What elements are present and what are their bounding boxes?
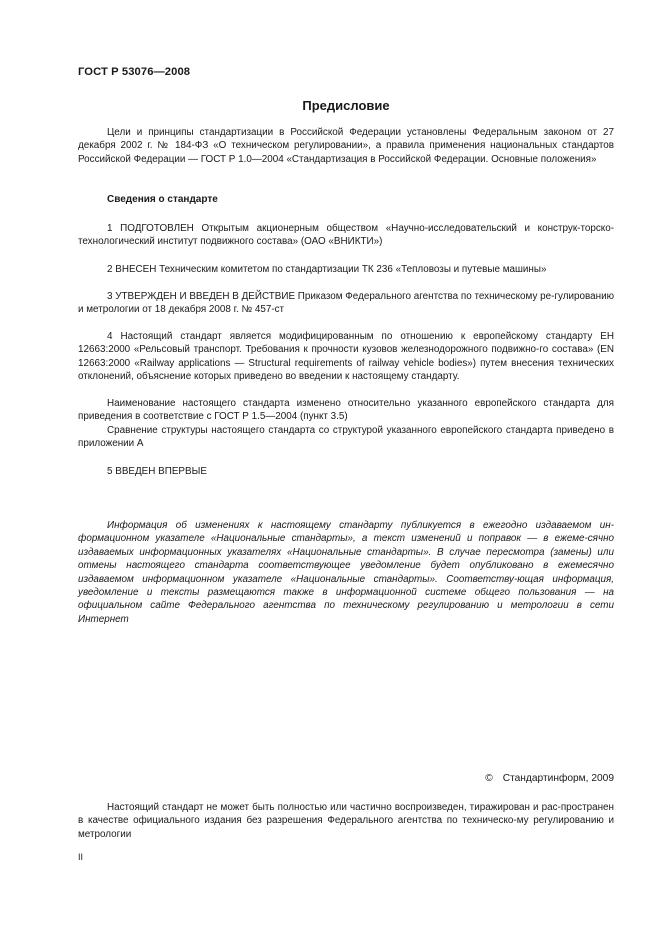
info-heading: Сведения о стандарте: [107, 194, 218, 205]
info-item-4-note-2: Сравнение структуры настоящего стандарта со структурой указанного европейского стандарта приведено в приложении А: [78, 425, 614, 450]
reproduction-notice: Настоящий стандарт не может быть полностью или частично воспроизведен, тиражирован и рас-пространен в качестве официального издания без разрешения Федерального агентства по техническо-му регулированию и метрологии: [78, 802, 614, 840]
standard-header: ГОСТ Р 53076—2008: [78, 66, 191, 78]
preface-title: Предисловие: [302, 98, 390, 113]
info-item-3: 3 УТВЕРЖДЕН И ВВЕДЕН В ДЕЙСТВИЕ Приказом Федерального агентства по техническому ре-гулированию и метрологии от 18 декабря 2008 г. № 457-ст: [78, 291, 614, 316]
copyright-text: Стандартинформ, 2009: [502, 773, 614, 784]
page-number: II: [78, 852, 84, 862]
preface-intro: Цели и принципы стандартизации в Российской Федерации установлены Федеральным законом от 27 декабря 2002 г. № 184-ФЗ «О техническом регулировании», а правила применения национальных стандартов Российской Федерации — ГОСТ Р 1.0—2004 «Стандартизация в Российской Федерации. Основные положения»: [78, 127, 614, 165]
info-item-1: 1 ПОДГОТОВЛЕН Открытым акционерным обществом «Научно-исследовательский и конструк-торско-технологический институт подвижного состава» (ОАО «ВНИКТИ»): [78, 223, 614, 248]
info-item-4: 4 Настоящий стандарт является модифицированным по отношению к европейскому стандарту ЕН 12663:2000 «Рельсовый транспорт. Требования к прочности кузовов железнодорожного подвижно-го состава» (EN 12663:2000 «Railway applications — Structural requirements of railway vehicle bodies») путем внесения технических отклонений, объяснение которых приведено во введении к настоящему стандарту.: [78, 331, 614, 383]
copyright: [460, 773, 614, 784]
changes-info: Информация об изменениях к настоящему стандарту публикуется в ежегодно издаваемом ин-формационном указателе «Национальные стандарты», а текст изменений и поправок — в ежеме-сячно издаваемых информационных указателях «Национальные стандарты». В случае пересмотра (замены) или отмены настоящего стандарта соответствующее уведомление будет опубликовано в ежемесячно издаваемом информационном указателе «Национальные стандарты». Соответству-ющая информация, уведомление и тексты размещаются также в информационной системе общего пользования — на официальном сайте Федерального агентства по техническому регулированию и метрологии в сети Интернет: [78, 520, 614, 625]
info-item-5: 5 ВВЕДЕН ВПЕРВЫЕ: [107, 466, 207, 477]
copyright-symbol: ©: [485, 773, 493, 784]
info-item-2: 2 ВНЕСЕН Техническим комитетом по стандартизации ТК 236 «Тепловозы и путевые машины»: [107, 264, 547, 275]
info-item-4-note-1: Наименование настоящего стандарта изменено относительно указанного европейского стандарта для приведения в соответствие с ГОСТ Р 1.5—2004 (пункт 3.5): [78, 398, 614, 423]
